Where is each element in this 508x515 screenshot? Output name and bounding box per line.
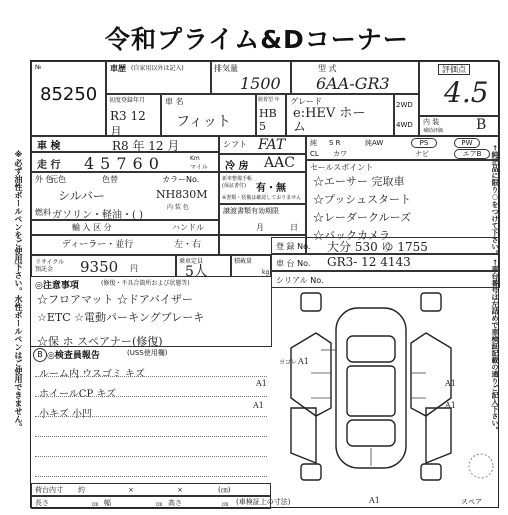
dimension-cm-3: ㎝ xyxy=(222,501,229,508)
notes-line-0: ☆フロアマット ☆ドアバイザー xyxy=(37,293,193,306)
notes-line-2: ☆保 ホ スペアナー(修復) xyxy=(37,335,163,348)
outer-color-value: シルバー xyxy=(58,189,105,203)
deadline-cell xyxy=(219,204,306,235)
lot-mark: № xyxy=(35,64,42,71)
mileage-unit-km: Km xyxy=(190,155,200,162)
dimension-cm-1: ㎝ xyxy=(92,501,99,508)
ac-value: AAC xyxy=(264,155,295,171)
shift-value: FAT xyxy=(258,137,286,153)
equip-label-0: 純 xyxy=(310,139,317,147)
paint-label: 色替 xyxy=(102,175,118,184)
chassis-value: GR3- 12 4143 xyxy=(327,255,411,269)
chassis-label: 車 台 No. xyxy=(276,259,311,268)
sales-point-0: ☆エーサー 完取車 xyxy=(313,175,405,188)
recycle-unit: 円 xyxy=(130,264,138,273)
diagram-label-1: A1 xyxy=(256,379,267,388)
left-side-note: ※必ず油性ボールペンをご使用下さい。水性ボールペンはご使用できません。 xyxy=(14,150,23,431)
drive-2wd: 2WD xyxy=(396,101,413,109)
mileage-cell xyxy=(31,152,219,172)
ac-cell xyxy=(219,154,306,172)
notes-line-1: ☆ETC ☆電動パーキングブレーキ xyxy=(37,311,205,324)
origin-color-label: 元色 xyxy=(50,175,66,184)
dimension-height: 高さ xyxy=(168,499,182,507)
report-rule-4 xyxy=(35,436,267,437)
equip-label-1: S R xyxy=(329,139,341,147)
equip-ps: PS xyxy=(411,138,437,148)
deadline-month: 月 xyxy=(256,223,264,232)
recycle-cell xyxy=(31,255,176,277)
notes-section xyxy=(31,277,272,347)
deadline-label: 譲渡書類有効期限 xyxy=(223,207,279,215)
report-sub: (USS使用欄) xyxy=(127,349,168,357)
first-reg-cell xyxy=(106,94,161,139)
dimension-width: 幅 xyxy=(104,499,111,507)
model-cell xyxy=(291,61,419,94)
serial-label: シリアル No. xyxy=(276,276,324,285)
report-badge: B xyxy=(33,348,47,362)
import-label: 輸 入 区 分 xyxy=(72,223,112,232)
diagram-label-6: ヨゴレ xyxy=(279,359,298,366)
inner-color-label: 内 装 色 xyxy=(167,204,189,211)
car-diagram xyxy=(271,288,500,483)
car-name-label: 車 名 xyxy=(165,97,184,106)
sales-point-3: ☆バックカメラ xyxy=(313,229,390,242)
shift-label: シフト xyxy=(223,140,247,149)
cargo-x1: × xyxy=(128,486,134,494)
car-name-cell xyxy=(161,94,256,136)
report-line-1: ホイールCP キズ xyxy=(39,389,117,400)
cargo-x2: × xyxy=(177,486,183,494)
equip-label-5: CL xyxy=(310,150,319,158)
handle-label: ハンドル xyxy=(172,223,204,232)
chassis-cell xyxy=(271,254,500,271)
handle-value: 左・右 xyxy=(174,240,202,250)
manual-label: 新車整備手帳 (保証書付) xyxy=(222,176,253,189)
sales-point-2: ☆レーダークルーズ xyxy=(313,211,412,224)
report-section xyxy=(31,346,271,482)
first-reg-label: 初度登録年月 xyxy=(109,97,146,104)
capacity-cell xyxy=(176,255,231,280)
history-cell xyxy=(106,61,211,94)
import-cell xyxy=(31,220,219,235)
loadcap-label: 積載量 xyxy=(234,258,253,265)
equipment-cell xyxy=(306,136,500,160)
score-label: 評価点 xyxy=(438,64,470,75)
interior-sub: 補助評価 xyxy=(423,128,444,134)
sales-points-label: セールスポイント xyxy=(310,163,374,172)
recycle-label: リサイクル 預託金 xyxy=(35,259,65,273)
fuel-value: ガソリン・軽油・( ) xyxy=(52,210,143,221)
import-value-cell xyxy=(31,235,219,255)
report-rule-1 xyxy=(35,376,267,377)
report-line-2: 小キズ 小凹 xyxy=(39,409,92,420)
engine-value: 1500 xyxy=(240,74,281,93)
serial-cell xyxy=(271,271,500,288)
notes-label: ◎注意事項 xyxy=(35,281,79,291)
drive-cell xyxy=(394,94,419,136)
report-rule-2 xyxy=(35,396,267,397)
first-reg-value: R3 12 月 xyxy=(110,109,146,139)
deadline-day: 日 xyxy=(290,223,298,232)
fuel-label: 燃料 xyxy=(35,208,51,217)
loadcap-unit: kg xyxy=(262,269,270,276)
model-label: 型 式 xyxy=(318,64,337,73)
mileage-label: 走 行 xyxy=(37,160,61,171)
page-title: 令和プライム&Dコーナー xyxy=(105,25,409,54)
auction-sheet xyxy=(30,60,499,508)
history-note: (自家用以外は記入) xyxy=(131,65,184,72)
inspection-cell xyxy=(31,136,219,152)
shift-cell xyxy=(219,136,306,154)
outer-color-label: 外 色 xyxy=(35,175,54,184)
equip-airbag: エアB xyxy=(454,149,490,159)
model-pre-label: 脱着型 年 xyxy=(258,97,280,103)
manual-cell xyxy=(219,172,306,204)
interior-score-cell xyxy=(419,116,500,136)
model-pre-value: HB 5 xyxy=(259,107,277,133)
color-code-label: カラーNo. xyxy=(162,175,200,184)
reg-label: 登 録 No. xyxy=(276,242,311,251)
report-rule-3 xyxy=(35,416,267,417)
mileage-unit-mile: マイル xyxy=(190,164,208,171)
lot-number: 85250 xyxy=(40,84,98,105)
dimension-note: (車検証上の寸法) xyxy=(236,498,291,506)
grade-value: e:HEV ホーム xyxy=(293,106,366,135)
score-value: 4.5 xyxy=(444,76,489,109)
interior-value: B xyxy=(476,117,487,133)
import-value: ディーラー・並行 xyxy=(62,240,134,250)
diagram-label-4: A1 xyxy=(445,401,456,410)
dimension-length: 長さ xyxy=(35,499,49,507)
loadcap-cell xyxy=(231,255,271,277)
grade-label: グレード xyxy=(290,97,322,106)
equip-label-7: ナビ xyxy=(415,150,429,158)
right-side-note: ←純正品に限り○をつけて下さい。 ←車台番号は左詰めで車検証記載の通りご記入下さい。 xyxy=(491,145,499,434)
model-value: 6AA-GR3 xyxy=(316,74,390,93)
equip-label-2: 純AW xyxy=(365,139,384,147)
equip-pw: PW xyxy=(454,138,480,148)
report-rule-6 xyxy=(35,476,267,477)
equip-label-6: カワ xyxy=(333,150,347,158)
diagram-label-3: A1 xyxy=(445,379,456,388)
model-pre-cell xyxy=(256,94,286,136)
engine-cell xyxy=(211,61,291,94)
diagram-label-2: A1 xyxy=(253,401,264,410)
history-label: 車歴 xyxy=(110,64,126,73)
cargo-cell xyxy=(31,483,271,496)
sales-point-1: ☆プッシュスタート xyxy=(313,193,412,206)
inspection-value: R8 年 12 月 xyxy=(112,139,180,153)
dimension-cm-2: ㎝ xyxy=(156,501,163,508)
drive-4wd: 4WD xyxy=(396,121,413,129)
report-line-0: ルーム内 ウスゴミ キズ xyxy=(39,369,145,380)
report-rule-5 xyxy=(35,456,267,457)
score-cell xyxy=(419,61,500,116)
manual-value: 有・無 xyxy=(256,183,286,194)
notes-sub: (修復・不具合箇所および状態等) xyxy=(101,280,190,287)
reg-cell xyxy=(271,237,500,254)
recycle-value: 9350 xyxy=(80,258,119,276)
cargo-unit-label: 約 xyxy=(78,486,85,494)
report-label: ◎検査員報告 xyxy=(47,351,100,361)
color-code-value: NH830M xyxy=(156,188,208,201)
capacity-label: 乗車定員 xyxy=(179,258,204,265)
cargo-label: 荷台内寸 xyxy=(35,486,63,494)
engine-label: 排気量 xyxy=(214,64,238,73)
color-cell xyxy=(31,172,219,220)
cargo-unit-cm: (㎝) xyxy=(218,486,231,494)
diagram-label-0: A1 xyxy=(298,357,309,366)
reg-value: 大分 530 ゆ 1755 xyxy=(327,240,428,254)
diagram-label-5: A1 xyxy=(369,496,380,505)
dimension-cell xyxy=(31,496,271,509)
diagram-label-7: スペア xyxy=(461,498,482,506)
capacity-value: 5人 xyxy=(185,264,208,280)
car-name-value: フィット xyxy=(176,114,231,130)
lot-number-cell xyxy=(31,61,106,136)
interior-label: 内 装 xyxy=(423,118,440,126)
manual-note: ※書類・装備は確認しておりません xyxy=(222,195,302,201)
grade-cell xyxy=(286,94,394,136)
ac-label: 冷 房 xyxy=(225,161,249,172)
inspection-label: 車 検 xyxy=(37,141,61,152)
mileage-value: 45760 xyxy=(84,154,165,173)
